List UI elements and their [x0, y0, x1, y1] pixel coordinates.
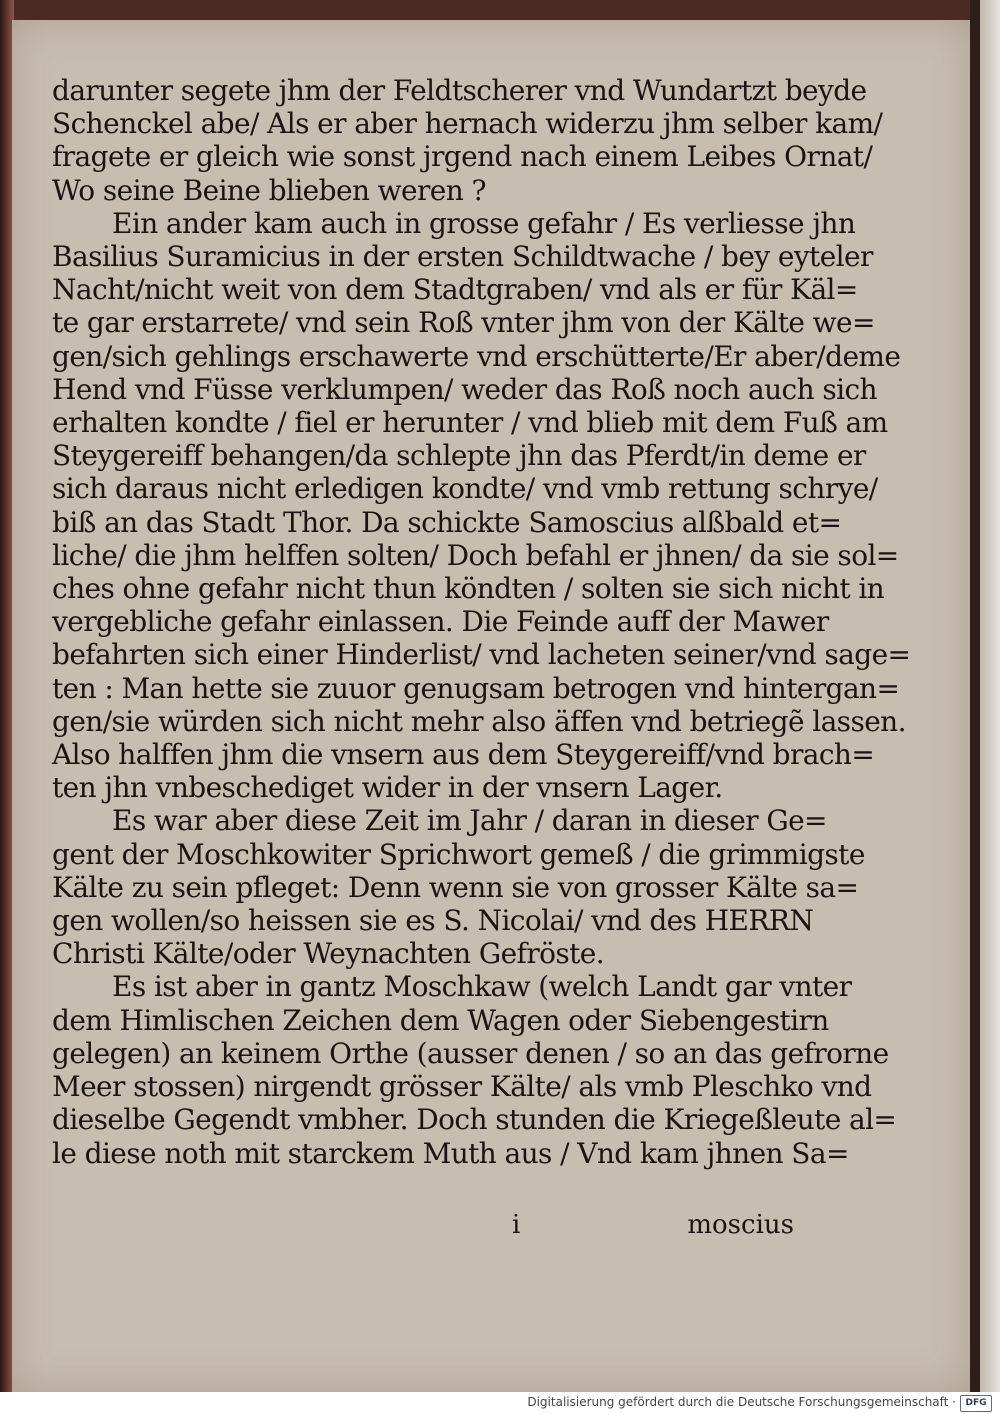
book-edge-right [970, 0, 1000, 1392]
text-line: Basilius Suramicius in der ersten Schildtwache / bey eyteler [52, 240, 873, 274]
text-line: Es war aber diese Zeit im Jahr / daran in dieser Ge= [112, 804, 827, 838]
text-line: biß an das Stadt Thor. Da schickte Samoscius alßbald et= [52, 505, 842, 539]
text-line: vergebliche gefahr einlassen. Die Feinde auff der Mawer [52, 605, 829, 639]
text-line: Schenckel abe/ Als er aber hernach widerzu jhm selber kam/ [52, 107, 883, 141]
text-line: Es ist aber in gantz Moschkaw (welch Landt gar vnter [112, 970, 852, 1004]
book-page [12, 20, 970, 1392]
text-line: Wo seine Beine blieben weren ? [52, 173, 486, 207]
signature-mark: i [512, 1210, 521, 1240]
attribution-bar [0, 1392, 1000, 1414]
text-line: darunter segete jhm der Feldtscherer vnd Wundartzt beyde [52, 74, 867, 107]
text-line: ches ohne gefahr nicht thun köndten / solten sie sich nicht in [52, 572, 885, 606]
text-line: gen/sie würden sich nicht mehr also äffen vnd betriegẽ lassen. [52, 704, 906, 738]
text-line: erhalten kondte / fiel er herunter / vnd blieb mit dem Fuß am [52, 406, 888, 440]
text-line: gelegen) an keinem Orthe (ausser denen / so an das gefrorne [52, 1036, 889, 1070]
text-line: liche/ die jhm helffen solten/ Doch befahl er jhnen/ da sie sol= [52, 538, 899, 572]
text-line: Kälte zu sein pfleget: Denn wenn sie von grosser Kälte sa= [52, 870, 859, 904]
dfg-logo: DFG [960, 1395, 992, 1412]
text-line: Hend vnd Füsse verklumpen/ weder das Roß noch auch sich [52, 372, 877, 406]
catchword: moscius [687, 1210, 794, 1240]
text-line: Meer stossen) nirgendt grösser Kälte/ als vmb Pleschko vnd [52, 1070, 872, 1104]
text-line: befahrten sich einer Hinderlist/ vnd lacheten seiner/vnd sage= [52, 638, 911, 672]
text-line: fragete er gleich wie sonst jrgend nach einem Leibes Ornat/ [52, 140, 873, 174]
text-line: Ein ander kam auch in grosse gefahr / Es verliesse jhn [112, 206, 856, 240]
page-footer [52, 1208, 794, 1244]
text-line: sich daraus nicht erledigen kondte/ vnd vmb rettung schrye/ [52, 472, 878, 506]
text-line: gent der Moschkowiter Sprichwort gemeß / die grimmigste [52, 837, 865, 871]
text-line: gen wollen/so heissen sie es S. Nicolai/ vnd des HERRN [52, 904, 814, 938]
text-line: Nacht/nicht weit von dem Stadtgraben/ vnd als er für Käl= [52, 273, 858, 307]
page-text [52, 74, 911, 1170]
text-line: Steygereiff behangen/da schlepte jhn das Pferdt/in deme er [52, 439, 866, 473]
attribution-text: Digitalisierung gefördert durch die Deutsche Forschungsgemeinschaft · [527, 1395, 956, 1409]
text-line: dem Himlischen Zeichen dem Wagen oder Siebengestirn [52, 1003, 829, 1037]
text-line: dieselbe Gegendt vmbher. Doch stunden die Kriegeßleute al= [52, 1103, 897, 1137]
text-line: ten jhn vnbeschediget wider in der vnsern Lager. [52, 771, 723, 805]
text-line: ten : Man hette sie zuuor genugsam betrogen vnd hintergan= [52, 671, 900, 705]
text-line: gen/sich gehlings erschawerte vnd erschütterte/Er aber/deme [52, 339, 901, 373]
text-line: Also halffen jhm die vnsern aus dem Steygereiff/vnd brach= [52, 738, 875, 772]
text-line: te gar erstarrete/ vnd sein Roß vnter jhm von der Kälte we= [52, 306, 875, 340]
text-line: Christi Kälte/oder Weynachten Gefröste. [52, 937, 605, 971]
text-line: le diese noth mit starckem Muth aus / Vnd kam jhnen Sa= [52, 1136, 849, 1170]
